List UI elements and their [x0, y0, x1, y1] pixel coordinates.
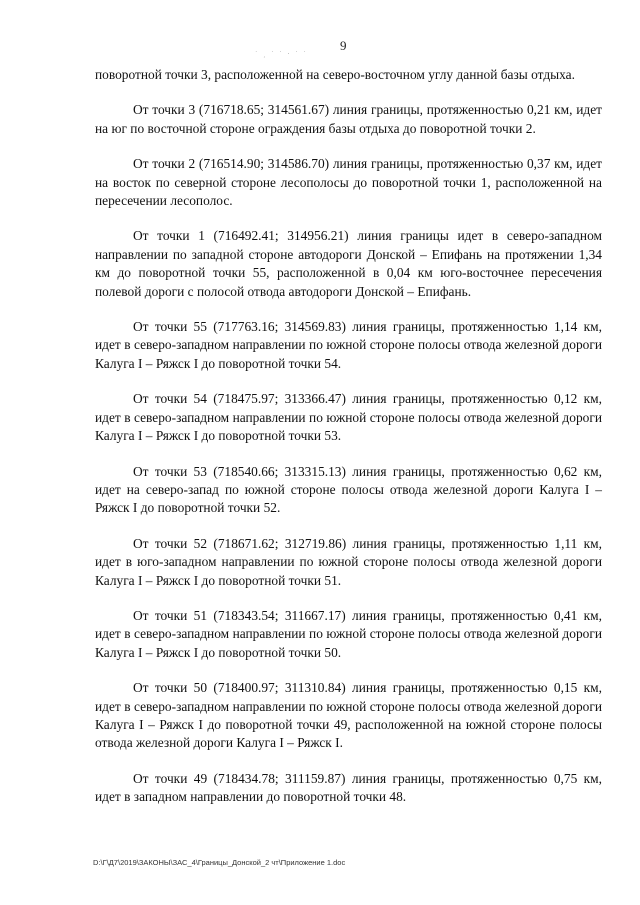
- paragraph-point-50: От точки 50 (718400.97; 311310.84) линия границы, протяженностью 0,15 км, идет в северо-западном направлении по южной стороне полосы отвода железной дороги Калуга I – Ряжск I до поворотной точки 49, расположенной на южной стороне полосы отвода железной дороги Калуга I – Ряжск I.: [95, 680, 602, 751]
- paragraph-point-53: От точки 53 (718540.66; 313315.13) линия границы, протяженностью 0,62 км, идет на северо-запад по южной стороне полосы отвода железной дороги Калуга I – Ряжск I до поворотной точки 52.: [95, 463, 602, 516]
- footer-file-path: D:\Г\Д7\2019\ЗАКОНЫ\ЗАС_4\Границы_Донской_2 чт\Приложение 1.doc: [93, 858, 346, 867]
- scan-artifact: ˙ ͵ ˙ ˙ · ˙ ˙: [255, 50, 308, 58]
- paragraph-point-51: От точки 51 (718343.54; 311667.17) линия границы, протяженностью 0,41 км, идет в северо-западном направлении по южной стороне полосы отвода железной дороги Калуга I – Ряжск I до поворотной точки 50.: [95, 607, 602, 660]
- document-body: [95, 66, 602, 824]
- paragraph-point-2: От точки 2 (716514.90; 314586.70) линия границы, протяженностью 0,37 км, идет на восток по северной стороне лесополосы до поворотной точки 1, расположенной на пересечении лесополос.: [95, 156, 602, 209]
- paragraph-point-52: От точки 52 (718671.62; 312719.86) линия границы, протяженностью 1,11 км, идет в юго-западном направлении по южной стороне полосы отвода железной дороги Калуга I – Ряжск I до поворотной точки 51.: [95, 535, 602, 588]
- page-number: 9: [340, 38, 347, 53]
- paragraph-point-55: От точки 55 (717763.16; 314569.83) линия границы, протяженностью 1,14 км, идет в северо-западном направлении по южной стороне полосы отвода железной дороги Калуга I – Ряжск I до поворотной точки 54.: [95, 319, 602, 371]
- paragraph-continuation: поворотной точки 3, расположенной на северо-восточном углу данной базы отдыха.: [95, 67, 575, 82]
- paragraph-point-54: От точки 54 (718475.97; 313366.47) линия границы, протяженностью 0,12 км, идет в северо-западном направлении по южной стороне полосы отвода железной дороги Калуга I – Ряжск I до поворотной точки 53.: [95, 391, 602, 444]
- paragraph-point-3: От точки 3 (716718.65; 314561.67) линия границы, протяженностью 0,21 км, идет на юг по восточной стороне ограждения базы отдыха до поворотной точки 2.: [95, 102, 602, 136]
- paragraph-point-1: От точки 1 (716492.41; 314956.21) линия границы идет в северо-западном направлении по западной стороне автодороги Донской – Епифань на протяжении 1,34 км до поворотной точки 55, расположенной в 0,04 км юго-восточнее пересечения полевой дороги с полосой отвода автодороги Донской – Епифань.: [95, 228, 602, 299]
- paragraph-point-49: От точки 49 (718434.78; 311159.87) линия границы, протяженностью 0,75 км, идет в западном направлении до поворотной точки 48.: [95, 770, 602, 805]
